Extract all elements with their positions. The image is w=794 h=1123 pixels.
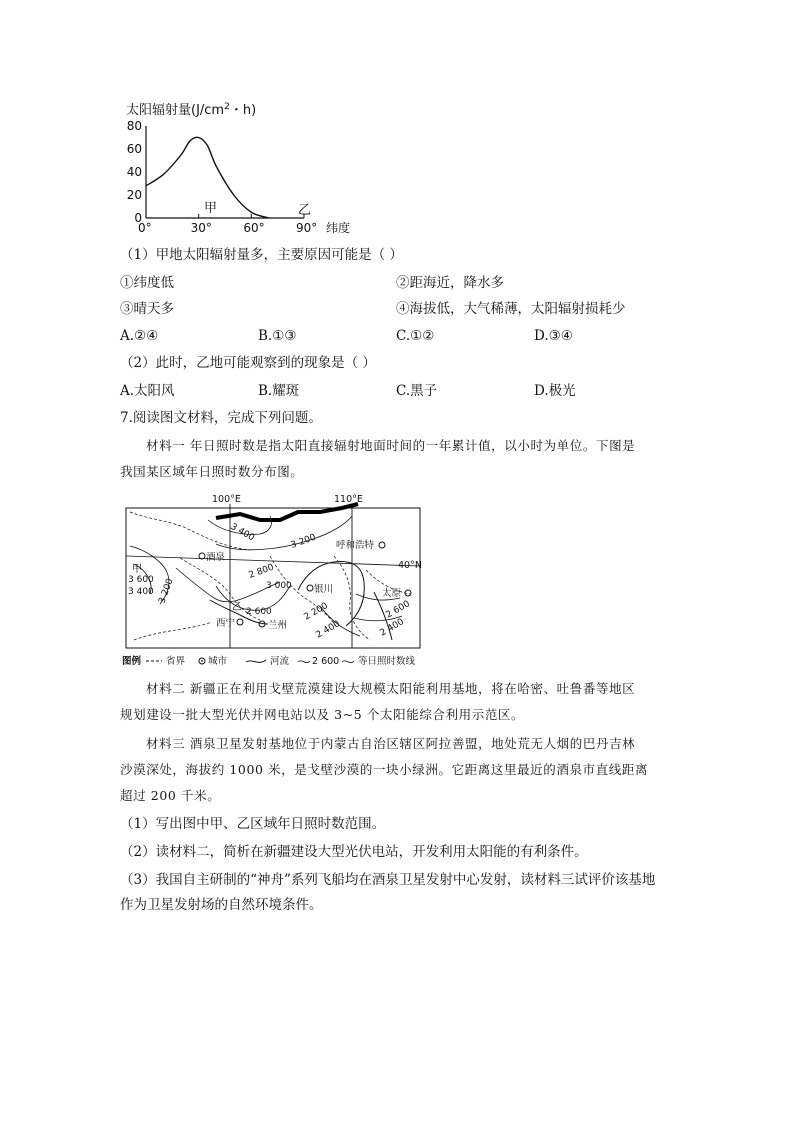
iso-label-2400-east: 2 400 xyxy=(378,617,406,639)
q6-1-choice-a: A.②④ xyxy=(120,328,159,344)
national-border xyxy=(216,504,358,520)
q6-1-stem: （1）甲地太阳辐射量多，主要原因可能是（ ） xyxy=(120,247,403,263)
y-tick-label-80: 80 xyxy=(126,119,142,133)
x-tick-label-0: 0° xyxy=(138,221,152,235)
legend-river: 河流 xyxy=(270,656,290,667)
q6-1-choice-c: C.①② xyxy=(396,328,435,344)
material-3-line-3: 超过 200 千米。 xyxy=(120,788,221,803)
iso-label-2600-east: 2 600 xyxy=(384,599,412,621)
city-yinchuan xyxy=(307,583,333,595)
q7-sub-1: （1）写出图中甲、乙区域年日照时数范围。 xyxy=(120,816,386,832)
legend-title: 图例 xyxy=(122,656,142,667)
q6-1-option-3: ③晴天多 xyxy=(120,301,174,317)
material-1-line-2: 我国某区域年日照时数分布图。 xyxy=(120,464,304,479)
svg-text:西宁: 西宁 xyxy=(216,618,236,629)
point-jia-label: 甲 xyxy=(204,201,218,216)
y-tick-label-20: 20 xyxy=(126,188,142,202)
legend-province: 省界 xyxy=(166,656,186,667)
x-ticks xyxy=(138,214,317,235)
svg-text:银川: 银川 xyxy=(314,584,334,595)
svg-text:呼和浩特: 呼和浩特 xyxy=(336,540,375,551)
svg-text:酒泉: 酒泉 xyxy=(206,552,226,563)
svg-text:太原: 太原 xyxy=(382,588,402,599)
radiation-chart xyxy=(120,96,360,238)
q6-1-option-4: ④海拔低，大气稀薄，太阳辐射损耗少 xyxy=(396,301,626,317)
chart-title: 太阳辐射量($J/cm^2$・h) xyxy=(126,102,257,118)
lon-100-label: 100°E xyxy=(212,494,241,505)
q6-2-choice-d: D.极光 xyxy=(534,383,576,399)
sunshine-map-svg xyxy=(120,490,430,670)
x-tick-label-30: 30° xyxy=(190,221,212,235)
city-hohhot xyxy=(336,539,385,551)
y-tick-label-60: 60 xyxy=(126,142,142,156)
rivers xyxy=(210,562,392,640)
city-jiuquan xyxy=(199,551,226,563)
iso-label-3600-west: 3 600 xyxy=(128,575,154,585)
legend-city: 城市 xyxy=(208,656,228,667)
material-2-line-2: 规划建设一批大型光伏并网电站以及 3~5 个太阳能综合利用示范区。 xyxy=(120,707,525,722)
q6-2-choice-a: A.太阳风 xyxy=(120,383,175,399)
iso-label-3400-north: 3 400 xyxy=(228,521,256,544)
point-yi-label: 乙 xyxy=(298,203,312,218)
lat-40-label: 40°N xyxy=(398,560,422,571)
iso-label-2200: 2 200 xyxy=(302,601,330,623)
q7-sub-3-line-2: 作为卫星发射场的自然环境条件。 xyxy=(120,897,323,913)
iso-label-2800: 2 800 xyxy=(247,562,276,581)
q6-2-stem: （2）此时，乙地可能观察到的现象是（ ） xyxy=(120,355,376,371)
svg-text:兰州: 兰州 xyxy=(268,620,288,631)
q7-sub-2: （2）读材料二，简析在新疆建设大型光伏电站，开发利用太阳能的有利条件。 xyxy=(120,844,588,860)
city-xining xyxy=(216,617,243,629)
sunshine-map xyxy=(120,490,430,670)
material-2-line-1: 材料二 新疆正在利用戈壁荒漠建设大规模太阳能利用基地，将在哈密、吐鲁番等地区 xyxy=(146,681,636,696)
q6-1-choice-b: B.①③ xyxy=(258,328,297,344)
x-tick-label-90: 90° xyxy=(296,221,318,235)
x-tick-label-60: 60° xyxy=(243,221,265,235)
y-tick-label-0: 0 xyxy=(134,211,142,225)
y-ticks xyxy=(127,119,142,225)
q7-intro: 7.阅读图文材料，完成下列问题。 xyxy=(120,410,322,426)
iso-label-3000: 3 000 xyxy=(266,581,292,591)
region-yi-label: 乙 xyxy=(232,602,242,613)
material-3-line-2: 沙漠深处，海拔约 1000 米，是戈壁沙漠的一块小绿洲。它距离这里最近的酒泉市直线距离 xyxy=(120,762,649,777)
city-lanzhou xyxy=(259,619,287,631)
legend-isoline: 等日照时数线 xyxy=(358,656,416,667)
map-legend xyxy=(122,655,416,667)
lon-110-label: 110°E xyxy=(334,494,363,505)
q6-1-option-1: ①纬度低 xyxy=(120,275,174,291)
q6-2-choice-c: C.黑子 xyxy=(396,383,438,399)
iso-label-2400-center: 2 400 xyxy=(314,619,342,641)
radiation-chart-svg xyxy=(120,96,360,238)
q7-sub-3-line-1: （3）我国自主研制的“神舟”系列飞船均在酒泉卫星发射中心发射，读材料三试评价该基地 xyxy=(120,872,656,888)
isolines xyxy=(130,516,402,636)
q6-2-choice-b: B.耀斑 xyxy=(258,383,300,399)
material-3-line-1: 材料三 酒泉卫星发射基地位于内蒙古自治区辖区阿拉善盟，地处荒无人烟的巴丹吉林 xyxy=(146,736,636,751)
legend-isoline-value: 2 600 xyxy=(312,656,340,667)
x-axis-label: 纬度 xyxy=(326,221,351,235)
region-jia-label: 甲 xyxy=(132,564,142,575)
material-1-line-1: 材料一 年日照时数是指太阳直接辐射地面时间的一年累计值，以小时为单位。下图是 xyxy=(146,438,636,453)
q6-1-option-2: ②距海近，降水多 xyxy=(396,275,504,291)
iso-label-3200-north: 3 200 xyxy=(289,532,318,551)
iso-label-3200-west: 3 200 xyxy=(157,577,176,606)
iso-label-2600-center: 2 600 xyxy=(246,607,272,617)
q6-1-choice-d: D.③④ xyxy=(534,328,573,344)
y-tick-label-40: 40 xyxy=(126,165,142,179)
iso-label-3400-west: 3 400 xyxy=(128,587,154,597)
